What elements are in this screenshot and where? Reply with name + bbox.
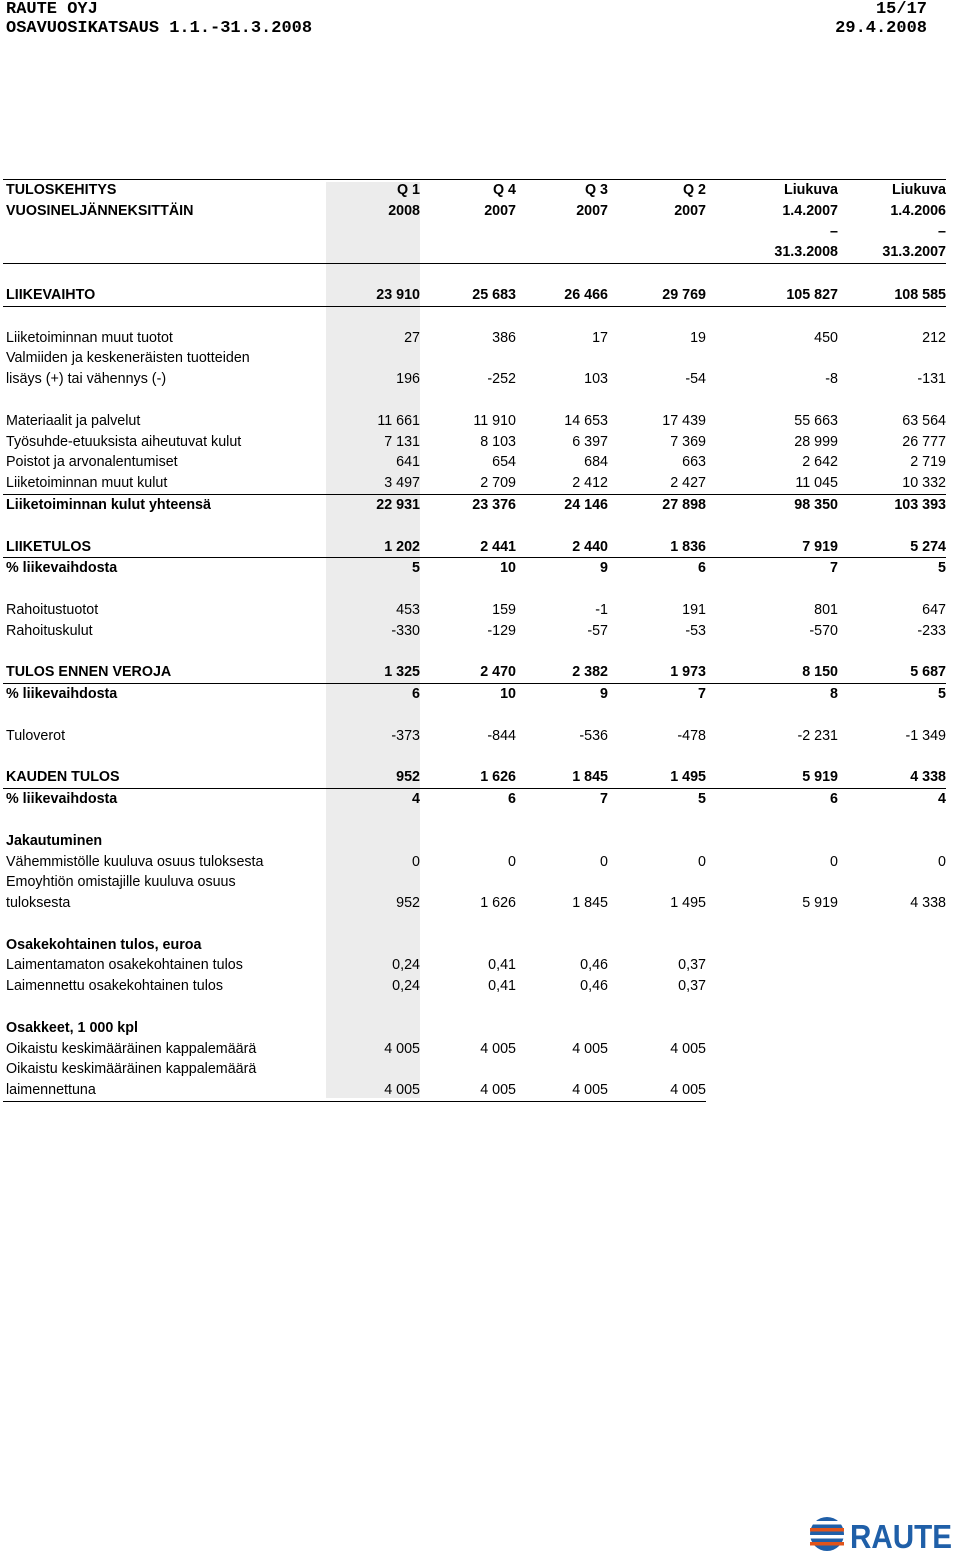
table-row <box>3 976 946 997</box>
row-value: 5 687 <box>838 662 946 683</box>
row-value: 14 653 <box>564 412 608 429</box>
row-value <box>838 1039 946 1060</box>
column-header: 31.3.2007 <box>838 242 946 263</box>
row-value: 0 <box>508 853 516 870</box>
row-label: Oikaistu keskimääräinen kappalemäärä <box>6 1061 257 1078</box>
row-label: tuloksesta <box>6 895 71 912</box>
row-value: 2 382 <box>516 662 608 683</box>
row-value: 11 661 <box>377 412 420 429</box>
row-value: 5 <box>938 686 946 703</box>
row-label: Osakkeet, 1 000 kpl <box>6 1019 138 1036</box>
row-value: 28 999 <box>794 433 838 450</box>
row-value: 4 <box>938 791 946 808</box>
row-label: Liiketoiminnan muut tuotot <box>6 329 173 346</box>
row-value <box>706 831 838 852</box>
row-label: LIIKETULOS <box>3 537 326 558</box>
report-date: 29.4.2008 <box>835 19 927 38</box>
row-value: 1 973 <box>608 662 706 683</box>
row-value: 0 <box>938 853 946 870</box>
row-value: 0,41 <box>488 978 516 995</box>
row-value: 25 683 <box>420 285 516 306</box>
row-label: Tuloverot <box>6 727 66 744</box>
row-value: 7 <box>830 560 838 577</box>
row-value <box>326 935 420 956</box>
row-value: -129 <box>487 622 516 639</box>
row-value: 1 202 <box>326 537 420 558</box>
table-row <box>3 872 946 893</box>
row-value: 9 <box>600 560 608 577</box>
row-value: -57 <box>587 622 608 639</box>
row-value: 654 <box>492 454 516 471</box>
row-value <box>838 1018 946 1039</box>
row-value <box>326 872 420 893</box>
row-value: 4 005 <box>420 1080 516 1101</box>
row-value: -53 <box>685 622 706 639</box>
row-label: Rahoituskulut <box>6 622 93 639</box>
table-row <box>3 935 946 956</box>
row-value <box>706 1018 838 1039</box>
row-value: 5 <box>938 560 946 577</box>
column-header <box>608 242 706 263</box>
table-row <box>3 600 946 621</box>
row-value: 2 427 <box>608 473 706 494</box>
row-value: 4 005 <box>516 1080 608 1101</box>
row-value: -8 <box>825 371 838 388</box>
company-name: RAUTE OYJ <box>6 0 98 19</box>
row-value <box>420 1059 516 1080</box>
row-value: 5 <box>412 560 420 577</box>
table-row <box>3 662 946 683</box>
row-value <box>706 1080 838 1101</box>
row-value: 1 845 <box>516 767 608 788</box>
row-label: Vähemmistölle kuuluva osuus tuloksesta <box>6 853 264 870</box>
row-value <box>608 1059 706 1080</box>
row-label: Liiketoiminnan muut kulut <box>3 473 326 494</box>
row-label: Laimentamaton osakekohtainen tulos <box>6 957 243 974</box>
row-value: -233 <box>917 622 946 639</box>
report-title: OSAVUOSIKATSAUS 1.1.-31.3.2008 <box>6 19 313 38</box>
row-value: -1 <box>595 601 608 618</box>
row-value: 103 <box>584 371 608 388</box>
row-value: 2 719 <box>910 454 946 471</box>
spacer-row <box>3 810 946 831</box>
logo-globe-icon <box>810 1517 844 1551</box>
row-value <box>706 976 838 997</box>
column-header <box>420 242 516 263</box>
row-label: Jakautuminen <box>6 832 103 849</box>
row-value: 29 769 <box>608 285 706 306</box>
table-row <box>3 348 946 369</box>
row-label: lisäys (+) tai vähennys (-) <box>6 371 167 388</box>
row-value <box>420 831 516 852</box>
row-value: 0,46 <box>580 957 608 974</box>
table-row <box>3 893 946 914</box>
row-label: % liikevaihdosta <box>6 686 118 703</box>
row-value: 196 <box>396 371 420 388</box>
row-value: 2 709 <box>420 473 516 494</box>
row-value: 7 369 <box>670 433 706 450</box>
row-value: 7 <box>698 686 706 703</box>
column-header: 2007 <box>484 202 516 219</box>
row-value: 10 <box>500 560 516 577</box>
row-value: 1 325 <box>326 662 420 683</box>
row-value: 952 <box>326 767 420 788</box>
row-value: -131 <box>917 371 946 388</box>
row-value: 0 <box>698 853 706 870</box>
table-row <box>3 558 946 579</box>
table-row <box>3 411 946 432</box>
row-value: 4 <box>412 791 420 808</box>
row-value: 19 <box>690 329 706 346</box>
table-row <box>3 726 946 747</box>
spacer-row <box>3 516 946 537</box>
table-row <box>3 684 946 705</box>
table-title <box>3 242 326 263</box>
table-row <box>3 537 946 558</box>
row-value: 5 274 <box>838 537 946 558</box>
row-value: 663 <box>682 454 706 471</box>
table-title <box>3 222 326 243</box>
row-label: Materiaalit ja palvelut <box>6 412 141 429</box>
row-value: 6 397 <box>572 433 608 450</box>
row-value: -1 349 <box>905 727 946 744</box>
row-value: 4 338 <box>910 895 946 912</box>
row-value: 6 <box>698 560 706 577</box>
row-value <box>838 976 946 997</box>
row-value <box>516 872 608 893</box>
row-value: 801 <box>814 601 838 618</box>
table-row <box>3 452 946 473</box>
row-value <box>706 1039 838 1060</box>
row-label: Rahoitustuotot <box>6 601 99 618</box>
row-value: 4 338 <box>838 767 946 788</box>
row-value: -844 <box>487 727 516 744</box>
table-row <box>3 831 946 852</box>
row-value <box>420 348 516 369</box>
row-value: 2 470 <box>420 662 516 683</box>
table-row <box>3 789 946 810</box>
row-label: Oikaistu keskimääräinen kappalemäärä <box>6 1040 257 1057</box>
row-value: 1 845 <box>572 895 608 912</box>
row-value <box>706 955 838 976</box>
raute-logo <box>808 1512 954 1556</box>
row-value: 1 495 <box>670 895 706 912</box>
row-value <box>706 872 838 893</box>
table-row <box>3 1018 946 1039</box>
row-value: 6 <box>412 686 420 703</box>
row-value: 0 <box>600 853 608 870</box>
row-value: 7 <box>600 791 608 808</box>
table-header-row <box>3 180 946 201</box>
page-number: 15/17 <box>875 0 927 19</box>
row-value <box>838 955 946 976</box>
row-value: 0,37 <box>678 957 706 974</box>
column-header: Liukuva <box>706 180 838 201</box>
row-value: 5 <box>698 791 706 808</box>
row-value: 2 441 <box>420 537 516 558</box>
row-value: 23 910 <box>326 285 420 306</box>
row-value <box>516 935 608 956</box>
row-value <box>706 1059 838 1080</box>
row-value: 4 005 <box>670 1040 706 1057</box>
row-value <box>516 831 608 852</box>
row-value: 0 <box>830 853 838 870</box>
row-value: 17 <box>592 329 608 346</box>
row-value: 1 836 <box>608 537 706 558</box>
column-header <box>516 242 608 263</box>
row-value: 641 <box>396 454 420 471</box>
row-value <box>838 831 946 852</box>
row-value <box>516 1018 608 1039</box>
column-header <box>420 222 516 243</box>
row-value: 453 <box>396 601 420 618</box>
row-value: -54 <box>685 371 706 388</box>
column-header: 1.4.2007 <box>782 202 838 219</box>
row-value: 17 439 <box>662 412 706 429</box>
row-value: 684 <box>584 454 608 471</box>
row-value <box>838 872 946 893</box>
spacer-row <box>3 997 946 1018</box>
column-header: 2008 <box>388 202 420 219</box>
header-line-1 <box>6 0 927 19</box>
table-row <box>3 767 946 788</box>
row-value: 6 <box>508 791 516 808</box>
spacer-row <box>3 579 946 600</box>
row-value: 10 332 <box>838 473 946 494</box>
row-label: % liikevaihdosta <box>6 791 118 808</box>
column-header <box>326 242 420 263</box>
row-value: 450 <box>814 329 838 346</box>
row-value: -536 <box>579 727 608 744</box>
row-value: 191 <box>682 601 706 618</box>
row-value: 386 <box>492 329 516 346</box>
column-header <box>326 222 420 243</box>
row-value <box>706 935 838 956</box>
row-value: 98 350 <box>794 496 838 513</box>
row-value: 11 045 <box>706 473 838 494</box>
table-row <box>3 955 946 976</box>
table-title: TULOSKEHITYS <box>3 180 326 201</box>
row-value: 26 466 <box>516 285 608 306</box>
row-value: 7 131 <box>384 433 420 450</box>
row-value: 63 564 <box>902 412 946 429</box>
row-label: % liikevaihdosta <box>6 560 118 577</box>
column-header: 2007 <box>674 202 706 219</box>
row-value <box>326 348 420 369</box>
row-label: KAUDEN TULOS <box>3 767 326 788</box>
row-value: 3 497 <box>326 473 420 494</box>
row-value: 24 146 <box>564 496 608 513</box>
row-value <box>420 1018 516 1039</box>
row-value: 105 827 <box>706 285 838 306</box>
row-value: 55 663 <box>794 412 838 429</box>
column-header: Q 3 <box>516 180 608 201</box>
column-header <box>516 222 608 243</box>
table-row <box>3 494 946 515</box>
row-value: 1 626 <box>480 895 516 912</box>
row-value: 103 393 <box>894 496 946 513</box>
row-value: 647 <box>922 601 946 618</box>
column-header: Q 2 <box>608 180 706 201</box>
row-value: 1 626 <box>420 767 516 788</box>
table-body <box>3 180 946 1102</box>
income-statement-table <box>3 179 946 1102</box>
row-label: Osakekohtainen tulos, euroa <box>6 936 202 953</box>
row-value: 0,24 <box>392 957 420 974</box>
row-value <box>608 348 706 369</box>
row-value: 10 <box>500 686 516 703</box>
row-value <box>838 348 946 369</box>
row-value <box>838 935 946 956</box>
table-row <box>3 285 946 306</box>
row-value <box>326 1059 420 1080</box>
row-label: Valmiiden ja keskeneräisten tuotteiden <box>6 350 250 367</box>
row-value: 5 919 <box>802 895 838 912</box>
row-value <box>838 1059 946 1080</box>
column-header: 1.4.2006 <box>890 202 946 219</box>
row-value: 4 005 <box>384 1040 420 1057</box>
table-row <box>3 1059 946 1080</box>
row-value: 108 585 <box>838 285 946 306</box>
row-value: 0 <box>412 853 420 870</box>
row-value: 4 005 <box>572 1040 608 1057</box>
row-value: -2 231 <box>797 727 838 744</box>
row-value <box>516 1059 608 1080</box>
row-value <box>420 935 516 956</box>
row-value: -252 <box>487 371 516 388</box>
row-label: Työsuhde-etuuksista aiheutuvat kulut <box>6 433 242 450</box>
table-row <box>3 473 946 494</box>
row-value: 2 412 <box>516 473 608 494</box>
row-value: 952 <box>396 895 420 912</box>
row-value: 8 150 <box>706 662 838 683</box>
column-header: – <box>830 223 838 240</box>
row-value: 27 898 <box>662 496 706 513</box>
row-value: 9 <box>600 686 608 703</box>
row-value: 6 <box>830 791 838 808</box>
row-value <box>326 1018 420 1039</box>
row-value: 22 931 <box>376 496 420 513</box>
header-line-2 <box>6 19 927 38</box>
row-value <box>838 1080 946 1101</box>
column-header: Liukuva <box>838 180 946 201</box>
table-row <box>3 432 946 453</box>
row-value <box>608 831 706 852</box>
row-value: 27 <box>404 329 420 346</box>
row-value: 4 005 <box>608 1080 706 1101</box>
row-value <box>326 831 420 852</box>
table-row <box>3 1080 946 1101</box>
row-value: -570 <box>809 622 838 639</box>
table-title: VUOSINELJÄNNEKSITTÄIN <box>6 202 194 219</box>
spacer-row <box>3 914 946 935</box>
row-value: 8 <box>830 686 838 703</box>
table-row <box>3 369 946 390</box>
logo-wordmark: RAUTE <box>850 1518 952 1555</box>
column-header: Q 1 <box>326 180 420 201</box>
table-row <box>3 621 946 642</box>
table-row <box>3 1039 946 1060</box>
row-value <box>608 1018 706 1039</box>
spacer-row <box>3 642 946 663</box>
row-value <box>608 872 706 893</box>
row-value: 1 495 <box>608 767 706 788</box>
row-value: 26 777 <box>902 433 946 450</box>
row-value: 159 <box>492 601 516 618</box>
column-header: 31.3.2008 <box>706 242 838 263</box>
column-header <box>608 222 706 243</box>
table-header-row <box>3 242 946 263</box>
row-value: -330 <box>391 622 420 639</box>
spacer-row <box>3 747 946 768</box>
row-label: LIIKEVAIHTO <box>3 285 326 306</box>
row-value: 0,41 <box>488 957 516 974</box>
row-value <box>706 348 838 369</box>
row-label: laimennettuna <box>3 1080 326 1101</box>
row-label: Laimennettu osakekohtainen tulos <box>6 978 223 995</box>
row-label: Liiketoiminnan kulut yhteensä <box>6 496 211 513</box>
row-value: 5 919 <box>706 767 838 788</box>
row-value <box>420 872 516 893</box>
row-label: Poistot ja arvonalentumiset <box>6 454 178 471</box>
table-header-row <box>3 222 946 243</box>
row-value: 212 <box>922 329 946 346</box>
row-value: 8 103 <box>480 433 516 450</box>
row-value: 7 919 <box>706 537 838 558</box>
row-value: 2 642 <box>802 454 838 471</box>
column-header: Q 4 <box>420 180 516 201</box>
row-value <box>516 348 608 369</box>
row-value: 4 005 <box>326 1080 420 1101</box>
row-value: 0,37 <box>678 978 706 995</box>
table-header-row <box>3 201 946 222</box>
table-row <box>3 852 946 873</box>
column-header: – <box>938 223 946 240</box>
row-value: 23 376 <box>472 496 516 513</box>
row-value: 2 440 <box>516 537 608 558</box>
spacer-row <box>3 705 946 726</box>
row-label: Emoyhtiön omistajille kuuluva osuus <box>6 874 236 891</box>
spacer-row <box>3 306 946 327</box>
row-label: TULOS ENNEN VEROJA <box>3 662 326 683</box>
column-header: 2007 <box>576 202 608 219</box>
row-value <box>608 935 706 956</box>
table-row <box>3 328 946 349</box>
row-value: 4 005 <box>480 1040 516 1057</box>
row-value: 0,46 <box>580 978 608 995</box>
spacer-row <box>3 264 946 285</box>
row-value: 11 910 <box>473 412 516 429</box>
row-value: -373 <box>391 727 420 744</box>
row-value: -478 <box>677 727 706 744</box>
row-value: 0,24 <box>392 978 420 995</box>
spacer-row <box>3 390 946 411</box>
